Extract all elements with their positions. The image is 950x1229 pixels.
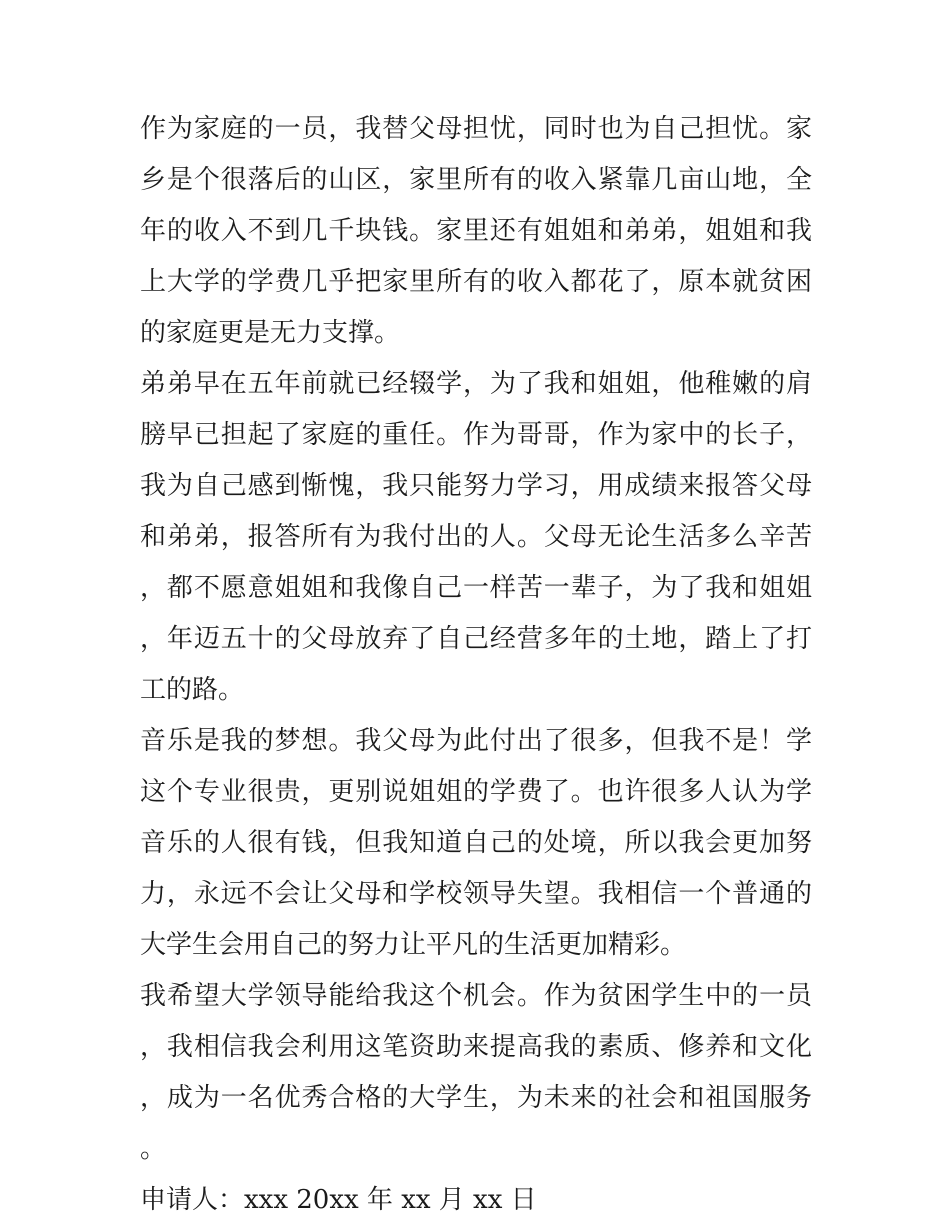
signature-line: 申请人：xxx 20xx 年 xx 月 xx 日 bbox=[140, 1185, 537, 1215]
paragraph-request: 我希望大学领导能给我这个机会。作为贫困学生中的一员，我相信我会利用这笔资助来提高我的素质、修养和文化，成为一名优秀合格的大学生，为未来的社会和祖国服务。 bbox=[140, 981, 812, 1164]
paragraph-family-situation: 作为家庭的一员，我替父母担忧，同时也为自己担忧。家乡是个很落后的山区，家里所有的收入紧靠几亩山地，全年的收入不到几千块钱。家里还有姐姐和弟弟，姐姐和我上大学的学费几乎把家里所有的收入都花了，原本就贫困的家庭更是无力支撑。 bbox=[140, 114, 812, 348]
document-body bbox=[140, 104, 812, 1226]
paragraph-brother-and-parents: 弟弟早在五年前就已经辍学，为了我和姐姐，他稚嫩的肩膀早已担起了家庭的重任。作为哥哥，作为家中的长子，我为自己感到惭愧，我只能努力学习，用成绩来报答父母和弟弟，报答所有为我付出的人。父母无论生活多么辛苦，都不愿意姐姐和我像自己一样苦一辈子，为了我和姐姐，年迈五十的父母放弃了自己经营多年的土地，踏上了打工的路。 bbox=[140, 369, 812, 705]
paragraph-music-dream: 音乐是我的梦想。我父母为此付出了很多，但我不是！学这个专业很贵，更别说姐姐的学费了。也许很多人认为学音乐的人很有钱，但我知道自己的处境，所以我会更加努力，永远不会让父母和学校领导失望。我相信一个普通的大学生会用自己的努力让平凡的生活更加精彩。 bbox=[140, 726, 812, 960]
